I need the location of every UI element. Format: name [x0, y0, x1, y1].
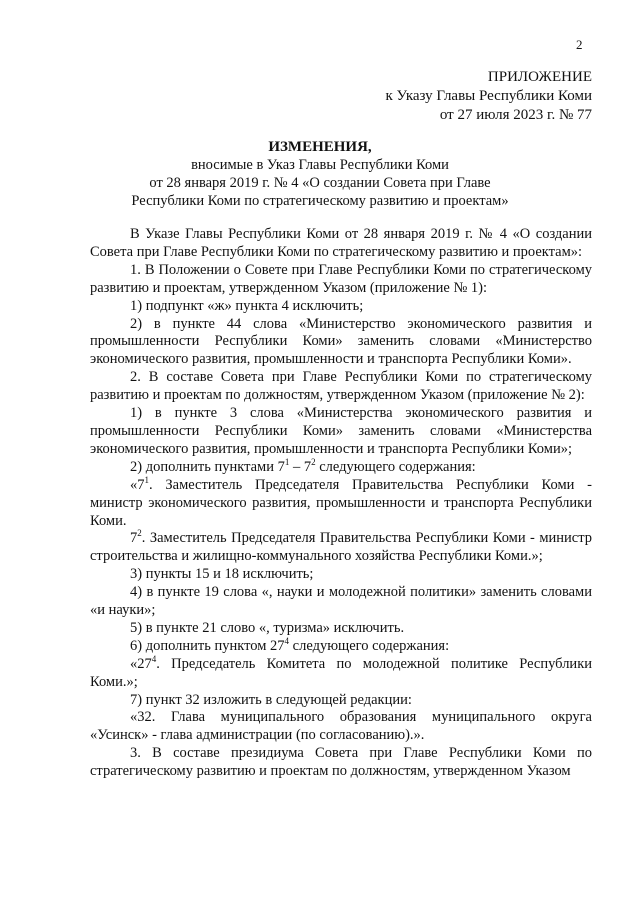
paragraph-2-6: 6) дополнить пунктом $27^4$ следующего содержания:: [130, 635, 450, 654]
paragraph-27-4: «$27^4$. Председатель Комитета по молодежной политике Республики Коми.»;: [90, 653, 592, 690]
page-number: 2: [576, 37, 583, 52]
paragraph-2: 2. В составе Совета при Главе Республики Коми по стратегическому развитию и проектам по должностям, утвержденном Указом (приложение № 2):: [90, 369, 592, 404]
heading-line-2: от 28 января 2019 г. № 4 «О создании Совета при Главе: [149, 175, 491, 191]
paragraph-7-2: $7^2$. Заместитель Председателя Правительства Республики Коми - министр строительства и жилищно-коммунального хозяйства Республики Коми.»;: [90, 528, 592, 565]
paragraph-1-2: 2) в пункте 44 слова «Министерство экономического развития и промышленности Республики Коми» заменить словами «Министерство экономического развития, промышленности и транспорта Республики Коми».: [90, 315, 592, 368]
paragraph-2-2: 2) дополнить пунктами $7^1 - 7^2$ следующего содержания:: [130, 456, 476, 475]
paragraph-2-5: 5) в пункте 21 слово «, туризма» исключить.: [130, 619, 405, 636]
paragraph-2-4: 4) в пункте 19 слова «, науки и молодежной политики» заменить словами «и науки»;: [90, 584, 592, 619]
appendix-title: ПРИЛОЖЕНИЕ: [487, 69, 592, 85]
paragraph-3: 3. В составе президиума Совета при Главе Республики Коми по стратегическому развитию и проектам по должностям, утвержденном Указом: [90, 745, 592, 780]
paragraph-intro: В Указе Главы Республики Коми от 28 января 2019 г. № 4 «О создании Совета при Главе Республики Коми по стратегическому развитию и проектам»:: [90, 226, 592, 260]
paragraph-32: «32. Глава муниципального образования муниципального округа «Усинск» - глава администрации (по согласованию).».: [90, 709, 592, 744]
appendix-date: от 27 июля 2023 г. № 77: [439, 107, 592, 123]
paragraph-1: 1. В Положении о Совете при Главе Республики Коми по стратегическому развитию и проектам, утвержденном Указом (приложение № 1):: [90, 261, 592, 296]
paragraph-2-1: 1) в пункте 3 слова «Министерства экономического развития и промышленности Республики Коми» заменить словами «Министерства экономического развития, промышленности и транспорта Республики Коми»;: [90, 405, 592, 457]
heading-line-3: Республики Коми по стратегическому развитию и проектам»: [131, 193, 509, 209]
heading-line-1: вносимые в Указ Главы Республики Коми: [191, 157, 449, 173]
appendix-decree: к Указу Главы Республики Коми: [385, 88, 592, 104]
heading-title: ИЗМЕНЕНИЯ,: [268, 139, 372, 155]
document-heading: [100, 138, 540, 210]
paragraph-1-1: 1) подпункт «ж» пункта 4 исключить;: [130, 297, 364, 314]
paragraph-2-7: 7) пункт 32 изложить в следующей редакции:: [130, 691, 412, 708]
document-body: [90, 226, 592, 781]
paragraph-7-1: «$7^1$. Заместитель Председателя Правительства Республики Коми - министр экономического развития, промышленности и транспорта Республики Коми.: [90, 474, 592, 529]
paragraph-2-3: 3) пункты 15 и 18 исключить;: [130, 566, 314, 583]
appendix-block: [385, 68, 592, 125]
